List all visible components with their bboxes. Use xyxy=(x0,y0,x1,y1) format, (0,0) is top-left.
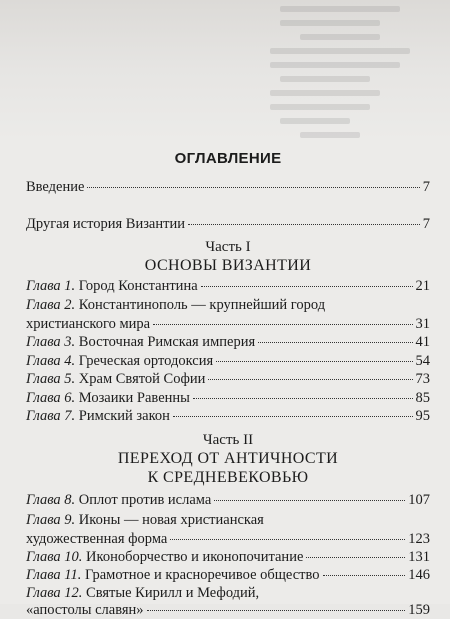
entry-page: 7 xyxy=(422,179,430,195)
dot-leader xyxy=(87,186,419,188)
toc-chapter-2-line1[interactable] xyxy=(26,296,325,314)
chapter-title: Римский закон xyxy=(78,408,170,424)
toc-chapter-8[interactable] xyxy=(26,491,430,509)
chapter-prefix: Глава 12. xyxy=(26,585,83,601)
dot-leader xyxy=(306,556,405,558)
dot-leader xyxy=(201,285,413,287)
chapter-page: 159 xyxy=(408,602,430,618)
chapter-title: Константинополь — крупнейший город xyxy=(78,297,326,313)
chapter-prefix: Глава 11. xyxy=(26,567,82,583)
chapter-title: Мозаики Равенны xyxy=(78,390,190,406)
toc-chapter-7[interactable] xyxy=(26,407,430,425)
toc-entry-other-history[interactable] xyxy=(26,215,430,233)
toc-chapter-1[interactable] xyxy=(26,277,430,295)
toc-chapter-2[interactable] xyxy=(26,315,430,333)
chapter-page: 85 xyxy=(415,390,430,406)
dot-leader xyxy=(193,397,413,399)
part-1-title: ОСНОВЫ ВИЗАНТИИ xyxy=(144,257,312,274)
chapter-title-continuation: художественная форма xyxy=(26,531,168,547)
chapter-title-continuation: христианского мира xyxy=(26,316,151,332)
chapter-prefix: Глава 4. xyxy=(26,353,76,369)
chapter-title: Оплот против ислама xyxy=(78,492,212,508)
chapter-prefix: Глава 10. xyxy=(26,549,83,565)
part-2-title-line1: ПЕРЕХОД ОТ АНТИЧНОСТИ xyxy=(117,450,339,467)
chapter-page: 21 xyxy=(415,278,430,294)
chapter-page: 73 xyxy=(415,371,430,387)
chapter-title: Святые Кирилл и Мефодий, xyxy=(86,585,260,601)
entry-title: Другая история Византии xyxy=(26,216,185,232)
dot-leader xyxy=(147,609,406,611)
chapter-title: Храм Святой Софии xyxy=(78,371,206,387)
chapter-page: 123 xyxy=(408,531,430,547)
dot-leader xyxy=(214,499,405,501)
dot-leader xyxy=(153,323,412,325)
chapter-page: 31 xyxy=(415,316,430,332)
toc-chapter-12-line1[interactable] xyxy=(26,584,259,602)
bleed-through-texture xyxy=(0,0,450,150)
toc-chapter-9[interactable] xyxy=(26,530,430,548)
chapter-page: 54 xyxy=(415,353,430,369)
entry-page: 7 xyxy=(422,216,430,232)
toc-chapter-3[interactable] xyxy=(26,333,430,351)
dot-leader xyxy=(188,223,420,225)
dot-leader xyxy=(258,341,412,343)
toc-chapter-5[interactable] xyxy=(26,370,430,388)
chapter-prefix: Глава 7. xyxy=(26,408,76,424)
chapter-title-continuation: «апостолы славян» xyxy=(26,602,144,618)
chapter-prefix: Глава 9. xyxy=(26,512,76,528)
chapter-page: 131 xyxy=(408,549,430,565)
chapter-title: Иконоборчество и иконопочитание xyxy=(86,549,304,565)
toc-chapter-11[interactable] xyxy=(26,566,430,584)
toc-chapter-9-line1[interactable] xyxy=(26,511,264,529)
toc-chapter-6[interactable] xyxy=(26,389,430,407)
chapter-title: Грамотное и красноречивое общество xyxy=(84,567,320,583)
toc-chapter-4[interactable] xyxy=(26,352,430,370)
toc-heading: ОГЛАВЛЕНИЕ xyxy=(174,150,282,167)
chapter-prefix: Глава 1. xyxy=(26,278,76,294)
chapter-page: 107 xyxy=(408,492,430,508)
chapter-prefix: Глава 6. xyxy=(26,390,76,406)
chapter-prefix: Глава 3. xyxy=(26,334,76,350)
part-2-title-line2: К СРЕДНЕВЕКОВЬЮ xyxy=(147,469,309,486)
dot-leader xyxy=(208,378,412,380)
chapter-prefix: Глава 8. xyxy=(26,492,76,508)
chapter-title: Греческая ортодоксия xyxy=(78,353,214,369)
part-2-label: Часть II xyxy=(202,432,254,448)
part-1-label: Часть I xyxy=(205,239,251,255)
chapter-prefix: Глава 2. xyxy=(26,297,76,313)
chapter-title: Иконы — новая христианская xyxy=(78,512,264,528)
dot-leader xyxy=(216,360,412,362)
dot-leader xyxy=(323,574,406,576)
dot-leader xyxy=(170,538,405,540)
chapter-prefix: Глава 5. xyxy=(26,371,76,387)
chapter-page: 41 xyxy=(415,334,430,350)
dot-leader xyxy=(173,415,413,417)
chapter-page: 95 xyxy=(415,408,430,424)
chapter-title: Город Константина xyxy=(78,278,198,294)
toc-chapter-12[interactable] xyxy=(26,601,430,619)
toc-chapter-10[interactable] xyxy=(26,548,430,566)
toc-entry-introduction[interactable] xyxy=(26,178,430,196)
chapter-page: 146 xyxy=(408,567,430,583)
entry-title: Введение xyxy=(26,179,85,195)
chapter-title: Восточная Римская империя xyxy=(78,334,256,350)
